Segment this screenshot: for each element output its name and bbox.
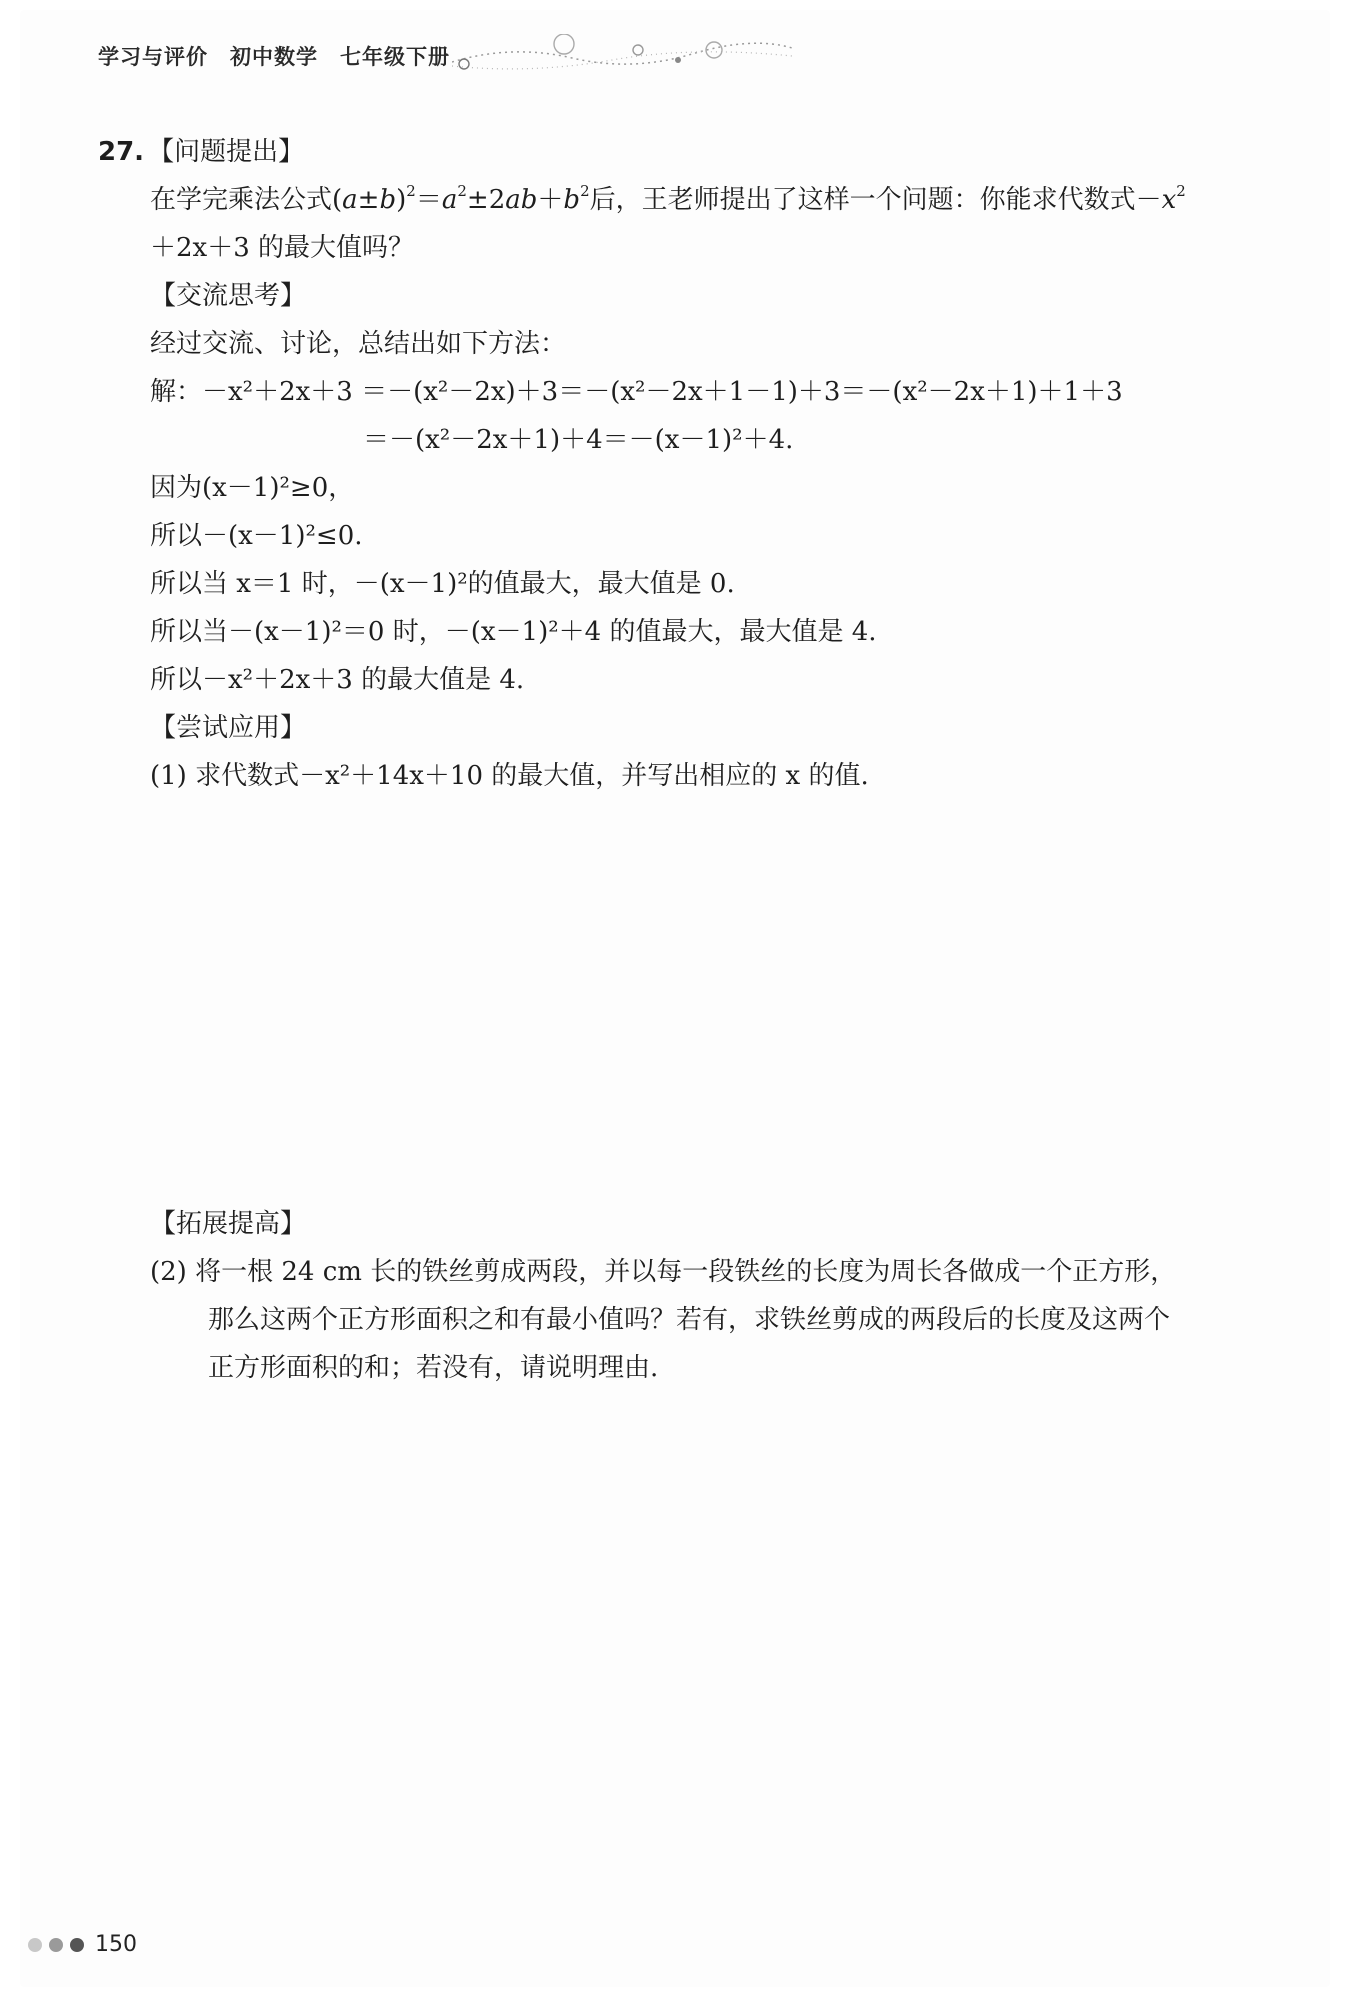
solution-line-1: 解：－x²＋2x＋3 ＝－(x²－2x)＋3＝－(x²－2x＋1－1)＋3＝－(x²－2x＋1)＋1＋3 <box>150 377 1123 407</box>
sub-question-1: (1) 求代数式－x²＋14x＋10 的最大值，并写出相应的 x 的值. <box>150 761 869 791</box>
reason-line-5: 所以－x²＋2x＋3 的最大值是 4. <box>150 665 525 695</box>
section-problem-title: 【问题提出】 <box>148 137 305 167</box>
reason-line-3: 所以当 x＝1 时，－(x－1)²的值最大，最大值是 0. <box>150 569 735 599</box>
problem-line-1: 在学完乘法公式$(a\pm b)^2=a^2\pm 2ab+b^2$后，王老师提出了这样一个问题：你能求代数式$-x^2$ <box>150 182 1186 215</box>
extension-block <box>98 1200 1278 1392</box>
footer-dot-icon <box>28 1938 42 1952</box>
reason-line-4: 所以当－(x－1)²＝0 时，－(x－1)²＋4 的值最大，最大值是 4. <box>150 617 877 647</box>
section-application-title: 【尝试应用】 <box>150 713 307 743</box>
reason-line-1: 因为(x－1)²≥0， <box>150 473 355 503</box>
question-27 <box>98 128 1278 800</box>
question-number: 27. <box>98 137 145 167</box>
sub-question-2-line-2: 那么这两个正方形面积之和有最小值吗？若有，求铁丝剪成的两段后的长度及这两个 <box>208 1305 1171 1335</box>
section-discussion-title: 【交流思考】 <box>150 281 307 311</box>
footer-dot-icon <box>49 1938 63 1952</box>
page-number: 150 <box>95 1932 137 1957</box>
footer-dot-icon <box>70 1938 84 1952</box>
sub-question-2-line-3: 正方形面积的和；若没有，请说明理由. <box>208 1353 659 1383</box>
solution-line-2: ＝－(x²－2x＋1)＋4＝－(x－1)²＋4. <box>363 425 794 455</box>
header-subject: 初中数学 <box>230 45 318 69</box>
problem-line-2: ＋2x＋3 的最大值吗？ <box>150 233 415 263</box>
running-header <box>98 36 450 76</box>
discussion-intro: 经过交流、讨论，总结出如下方法： <box>150 329 567 359</box>
sub-question-2-line-1: (2) 将一根 24 cm 长的铁丝剪成两段，并以每一段铁丝的长度为周长各做成一个正方形， <box>150 1257 1177 1287</box>
header-book: 学习与评价 <box>98 45 208 69</box>
header-grade: 七年级下册 <box>340 45 450 69</box>
header-decoration-icon <box>452 34 792 74</box>
reason-line-2: 所以－(x－1)²≤0. <box>150 521 363 551</box>
page-footer <box>28 1932 137 1957</box>
section-extension-title: 【拓展提高】 <box>150 1209 307 1239</box>
